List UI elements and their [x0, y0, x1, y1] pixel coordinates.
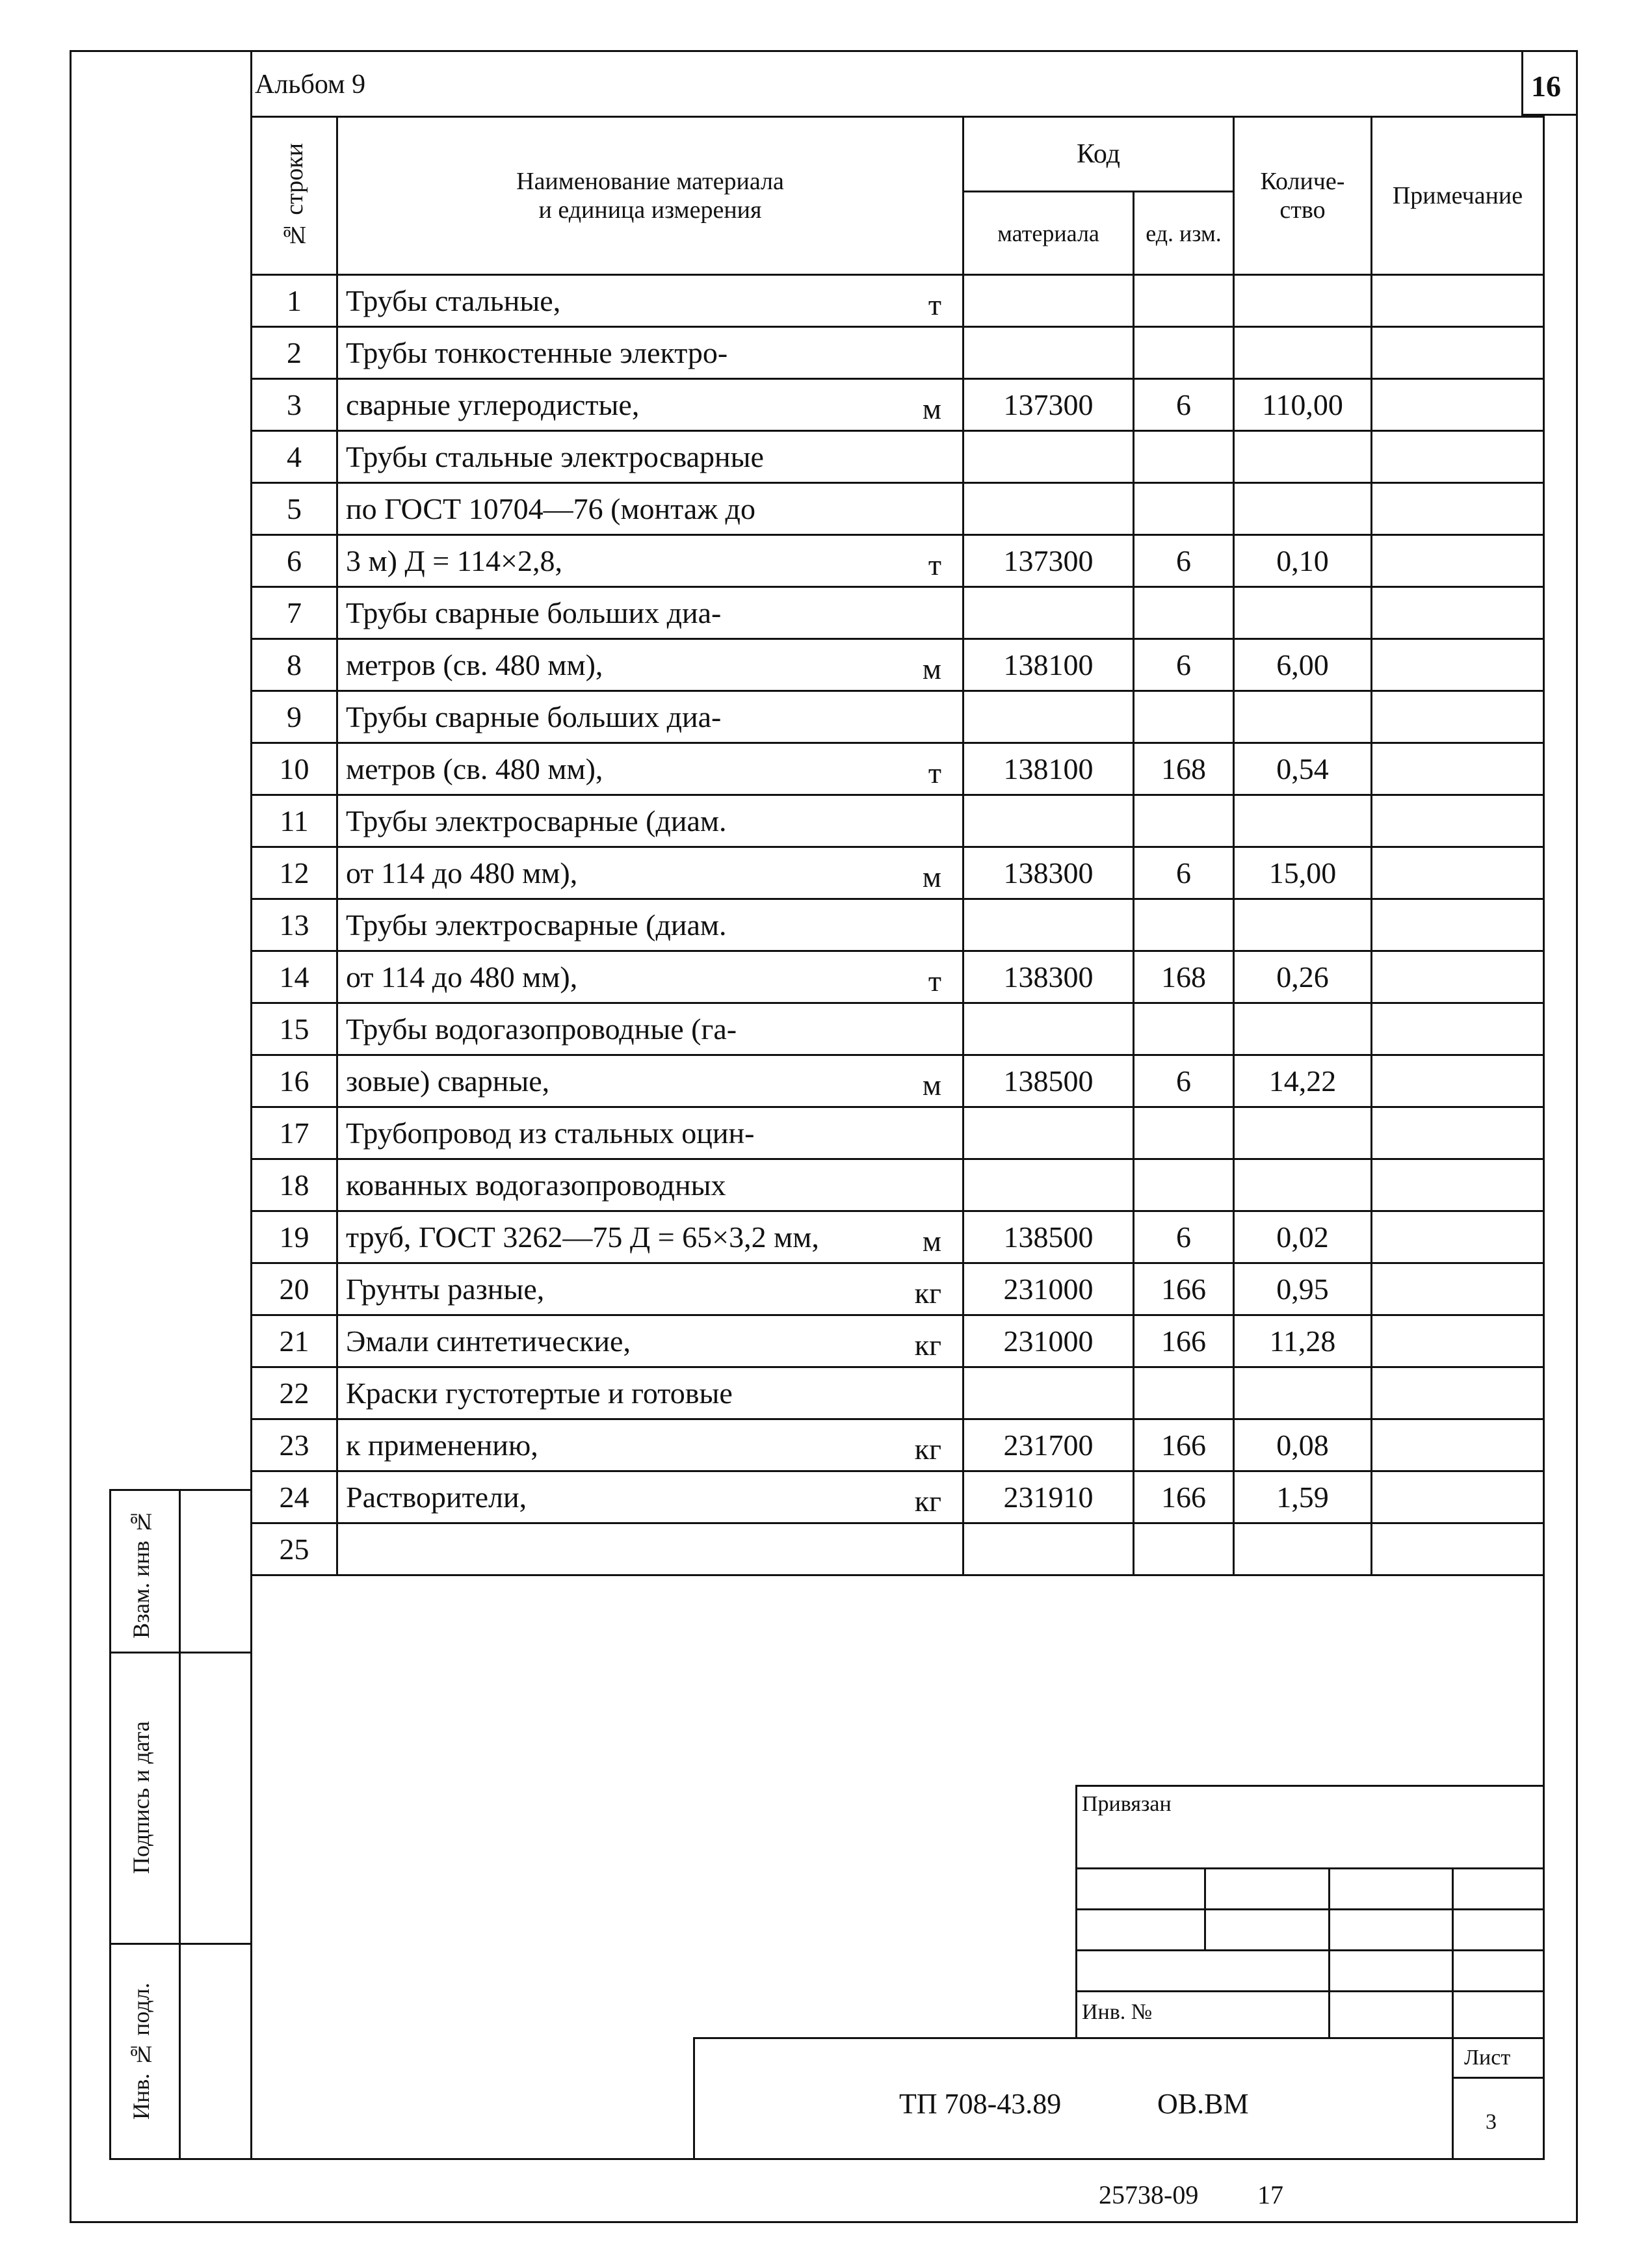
row-number: 5: [252, 483, 337, 535]
table-row: [252, 1523, 1544, 1575]
material-name-cell: [337, 587, 964, 639]
binding-v2: [1328, 1867, 1330, 2037]
table-row: [252, 431, 1544, 483]
table-row: [252, 1003, 1544, 1055]
quantity: [1234, 483, 1372, 535]
row-number: 7: [252, 587, 337, 639]
binding-h4: [1075, 1990, 1545, 1992]
header-row-number: № строки: [252, 117, 337, 275]
material-name: зовые) сварные,: [346, 1064, 550, 1098]
unit-code: [1134, 587, 1234, 639]
material-code: [964, 795, 1134, 847]
material-name: Краски густотертые и готовые: [346, 1377, 733, 1410]
row-number: 21: [252, 1315, 337, 1367]
note: [1372, 1315, 1544, 1367]
side-stamp-divider-v: [179, 1489, 181, 2160]
table-row: [252, 1263, 1544, 1315]
unit-code: 6: [1134, 1055, 1234, 1107]
note: [1372, 483, 1544, 535]
material-code: 231910: [964, 1471, 1134, 1523]
quantity: 0,02: [1234, 1211, 1372, 1263]
unit-code: [1134, 1523, 1234, 1575]
note: [1372, 1107, 1544, 1159]
quantity: 15,00: [1234, 847, 1372, 899]
unit-code: 168: [1134, 743, 1234, 795]
material-code: 137300: [964, 535, 1134, 587]
table-row: [252, 587, 1544, 639]
material-name: метров (св. 480 мм),: [346, 648, 603, 681]
quantity: 11,28: [1234, 1315, 1372, 1367]
inv-no-label: Инв. №: [1082, 2000, 1153, 2024]
unit-code: 6: [1134, 639, 1234, 691]
unit-of-measure: кг: [914, 1484, 941, 1518]
material-name: к применению,: [346, 1429, 538, 1462]
note: [1372, 1055, 1544, 1107]
material-code: 138300: [964, 951, 1134, 1003]
list-label: Лист: [1464, 2046, 1511, 2070]
row-number: 18: [252, 1159, 337, 1211]
footer-page: 17: [1257, 2180, 1283, 2209]
material-code: [964, 1523, 1134, 1575]
unit-code: [1134, 1159, 1234, 1211]
main-stamp-list-v: [1452, 2037, 1454, 2160]
material-name-cell: [337, 951, 964, 1003]
material-code: 231000: [964, 1315, 1134, 1367]
unit-of-measure: кг: [914, 1276, 941, 1310]
row-number: 13: [252, 899, 337, 951]
material-name-cell: [337, 847, 964, 899]
material-name-cell: [337, 1055, 964, 1107]
material-code: [964, 1107, 1134, 1159]
quantity: 0,08: [1234, 1419, 1372, 1471]
table-row: [252, 1367, 1544, 1419]
album-label: Альбом 9: [255, 70, 366, 99]
unit-of-measure: т: [928, 288, 941, 321]
row-number: 11: [252, 795, 337, 847]
unit-code: 6: [1134, 1211, 1234, 1263]
material-name: труб, ГОСТ 3262—75 Д = 65×3,2 мм,: [346, 1220, 819, 1254]
material-name: Трубопровод из стальных оцин-: [346, 1116, 755, 1150]
unit-of-measure: т: [928, 964, 941, 997]
main-stamp-list-h: [1452, 2077, 1545, 2079]
material-code: 231000: [964, 1263, 1134, 1315]
footer-order: 25738-09: [1099, 2180, 1199, 2209]
row-number: 10: [252, 743, 337, 795]
note: [1372, 1367, 1544, 1419]
note: [1372, 535, 1544, 587]
row-number: 4: [252, 431, 337, 483]
unit-code: [1134, 1003, 1234, 1055]
material-name: метров (св. 480 мм),: [346, 752, 603, 785]
material-name-cell: [337, 275, 964, 327]
table-row: [252, 899, 1544, 951]
table-row: [252, 1159, 1544, 1211]
material-name-cell: [337, 1471, 964, 1523]
unit-code: [1134, 795, 1234, 847]
unit-code: 166: [1134, 1471, 1234, 1523]
material-code: [964, 431, 1134, 483]
material-name-cell: [337, 1367, 964, 1419]
material-name-cell: [337, 795, 964, 847]
quantity: [1234, 795, 1372, 847]
row-number: 2: [252, 327, 337, 379]
material-name-cell: [337, 431, 964, 483]
quantity: [1234, 1367, 1372, 1419]
table-row: [252, 1315, 1544, 1367]
table-row: [252, 1419, 1544, 1471]
material-code: 138100: [964, 743, 1134, 795]
material-code: 137300: [964, 379, 1134, 431]
quantity: [1234, 275, 1372, 327]
unit-code: [1134, 691, 1234, 743]
note: [1372, 691, 1544, 743]
material-name-cell: [337, 1315, 964, 1367]
row-number: 15: [252, 1003, 337, 1055]
table-row: [252, 535, 1544, 587]
material-name: по ГОСТ 10704—76 (монтаж до: [346, 492, 755, 525]
unit-code: [1134, 327, 1234, 379]
doc-mark: ОВ.ВМ: [1157, 2088, 1249, 2120]
table-row: [252, 327, 1544, 379]
material-code: 138100: [964, 639, 1134, 691]
unit-code: 166: [1134, 1315, 1234, 1367]
side-stamp-podpis: Подпись и дата: [128, 1721, 154, 1875]
material-name-cell: [337, 1107, 964, 1159]
unit-code: [1134, 1367, 1234, 1419]
material-name-cell: [337, 1419, 964, 1471]
unit-of-measure: т: [928, 548, 941, 581]
unit-code: 166: [1134, 1419, 1234, 1471]
material-name-cell: [337, 1159, 964, 1211]
material-name: Трубы тонкостенные электро-: [346, 336, 728, 369]
materials-table: [250, 116, 1545, 1576]
material-name-cell: [337, 743, 964, 795]
note: [1372, 951, 1544, 1003]
material-name: Эмали синтетические,: [346, 1324, 631, 1358]
note: [1372, 1003, 1544, 1055]
note: [1372, 1211, 1544, 1263]
binding-h1: [1075, 1867, 1545, 1869]
material-name-cell: [337, 535, 964, 587]
material-name: сварные углеродистые,: [346, 388, 640, 421]
side-stamp-inv-podl: Инв. № подл.: [128, 1983, 154, 2120]
material-code: [964, 327, 1134, 379]
material-code: 138500: [964, 1055, 1134, 1107]
material-name-cell: [337, 899, 964, 951]
binding-h3: [1075, 1949, 1545, 1951]
note: [1372, 795, 1544, 847]
side-stamp-divider-h2: [109, 1943, 250, 1945]
doc-code: ТП 708-43.89: [899, 2088, 1062, 2120]
unit-of-measure: м: [922, 1224, 941, 1258]
quantity: [1234, 1003, 1372, 1055]
note: [1372, 1523, 1544, 1575]
row-number: 23: [252, 1419, 337, 1471]
row-number: 17: [252, 1107, 337, 1159]
table-row: [252, 847, 1544, 899]
material-code: 138500: [964, 1211, 1134, 1263]
quantity: [1234, 327, 1372, 379]
row-number: 9: [252, 691, 337, 743]
table-row: [252, 1211, 1544, 1263]
unit-code: [1134, 275, 1234, 327]
note: [1372, 587, 1544, 639]
row-number: 25: [252, 1523, 337, 1575]
unit-of-measure: кг: [914, 1432, 941, 1466]
row-number: 14: [252, 951, 337, 1003]
note: [1372, 1263, 1544, 1315]
table-row: [252, 639, 1544, 691]
material-name-cell: [337, 639, 964, 691]
header-name: Наименование материала и единица измерения: [337, 117, 964, 275]
binding-h2: [1075, 1908, 1545, 1910]
unit-of-measure: м: [922, 392, 941, 425]
quantity: [1234, 899, 1372, 951]
material-name: Трубы электросварные (диам.: [346, 908, 727, 942]
quantity: 110,00: [1234, 379, 1372, 431]
table-row: [252, 1471, 1544, 1523]
row-number: 6: [252, 535, 337, 587]
unit-of-measure: м: [922, 1068, 941, 1101]
table-row: [252, 691, 1544, 743]
material-code: [964, 1003, 1134, 1055]
material-name: Трубы сварные больших диа-: [346, 700, 722, 733]
note: [1372, 1471, 1544, 1523]
binding-v3: [1452, 1867, 1454, 2037]
header-code: Код: [964, 117, 1234, 192]
note: [1372, 379, 1544, 431]
material-name: Трубы стальные,: [346, 284, 561, 317]
material-name-cell: [337, 327, 964, 379]
header-quantity: Количе- ство: [1234, 117, 1372, 275]
quantity: 14,22: [1234, 1055, 1372, 1107]
unit-of-measure: кг: [914, 1328, 941, 1362]
row-number: 22: [252, 1367, 337, 1419]
quantity: 1,59: [1234, 1471, 1372, 1523]
material-name: 3 м) Д = 114×2,8,: [346, 544, 562, 577]
row-number: 8: [252, 639, 337, 691]
note: [1372, 899, 1544, 951]
list-value: 3: [1486, 2110, 1497, 2134]
material-name-cell: [337, 1211, 964, 1263]
material-name: Трубы стальные электросварные: [346, 440, 764, 473]
table-row: [252, 1055, 1544, 1107]
material-code: [964, 275, 1134, 327]
note: [1372, 1159, 1544, 1211]
material-code: 138300: [964, 847, 1134, 899]
privyazan-label: Привязан: [1082, 1792, 1172, 1816]
unit-code: 6: [1134, 847, 1234, 899]
note: [1372, 327, 1544, 379]
row-number: 20: [252, 1263, 337, 1315]
material-name: Трубы сварные больших диа-: [346, 596, 722, 629]
material-name: от 114 до 480 мм),: [346, 960, 578, 994]
material-name-cell: [337, 1523, 964, 1575]
material-name: от 114 до 480 мм),: [346, 856, 578, 889]
unit-code: 6: [1134, 535, 1234, 587]
quantity: [1234, 1159, 1372, 1211]
row-number: 16: [252, 1055, 337, 1107]
note: [1372, 639, 1544, 691]
row-number: 19: [252, 1211, 337, 1263]
unit-code: 168: [1134, 951, 1234, 1003]
quantity: [1234, 691, 1372, 743]
table-row: [252, 275, 1544, 327]
quantity: 0,10: [1234, 535, 1372, 587]
note: [1372, 1419, 1544, 1471]
note: [1372, 743, 1544, 795]
material-code: [964, 587, 1134, 639]
table-row: [252, 1107, 1544, 1159]
unit-code: [1134, 1107, 1234, 1159]
material-name: кованных водогазопроводных: [346, 1168, 726, 1202]
quantity: 0,26: [1234, 951, 1372, 1003]
quantity: [1234, 587, 1372, 639]
unit-code: 166: [1134, 1263, 1234, 1315]
table-row: [252, 951, 1544, 1003]
material-code: [964, 1367, 1134, 1419]
row-number: 12: [252, 847, 337, 899]
quantity: 6,00: [1234, 639, 1372, 691]
material-name-cell: [337, 1003, 964, 1055]
row-number: 24: [252, 1471, 337, 1523]
row-number: 3: [252, 379, 337, 431]
quantity: [1234, 1107, 1372, 1159]
binding-v1: [1204, 1867, 1206, 1949]
note: [1372, 847, 1544, 899]
header-note: Примечание: [1372, 117, 1544, 275]
material-name: Трубы электросварные (диам.: [346, 804, 727, 837]
main-stamp: [693, 2037, 1545, 2160]
header-code-unit: ед. изм.: [1134, 192, 1234, 275]
page-number: 16: [1531, 70, 1561, 103]
unit-code: 6: [1134, 379, 1234, 431]
material-name: Грунты разные,: [346, 1272, 545, 1306]
quantity: 0,95: [1234, 1263, 1372, 1315]
unit-code: [1134, 899, 1234, 951]
note: [1372, 275, 1544, 327]
quantity: [1234, 1523, 1372, 1575]
unit-of-measure: м: [922, 652, 941, 685]
side-stamp-divider-h1: [109, 1652, 250, 1653]
unit-code: [1134, 483, 1234, 535]
table-row: [252, 795, 1544, 847]
table-row: [252, 743, 1544, 795]
header-code-material: материала: [964, 192, 1134, 275]
unit-of-measure: м: [922, 860, 941, 893]
row-number: 1: [252, 275, 337, 327]
material-name-cell: [337, 1263, 964, 1315]
material-code: [964, 899, 1134, 951]
quantity: [1234, 431, 1372, 483]
material-code: [964, 1159, 1134, 1211]
unit-code: [1134, 431, 1234, 483]
table-row: [252, 379, 1544, 431]
material-name-cell: [337, 483, 964, 535]
material-code: [964, 691, 1134, 743]
table-row: [252, 483, 1544, 535]
material-code: 231700: [964, 1419, 1134, 1471]
material-name-cell: [337, 379, 964, 431]
unit-of-measure: т: [928, 756, 941, 789]
material-name: Трубы водогазопроводные (га-: [346, 1012, 737, 1046]
quantity: 0,54: [1234, 743, 1372, 795]
material-code: [964, 483, 1134, 535]
note: [1372, 431, 1544, 483]
material-name: Растворители,: [346, 1481, 527, 1514]
material-name-cell: [337, 691, 964, 743]
side-stamp-vzam: Взам. инв №: [128, 1508, 154, 1639]
binding-block: [1075, 1785, 1545, 2037]
